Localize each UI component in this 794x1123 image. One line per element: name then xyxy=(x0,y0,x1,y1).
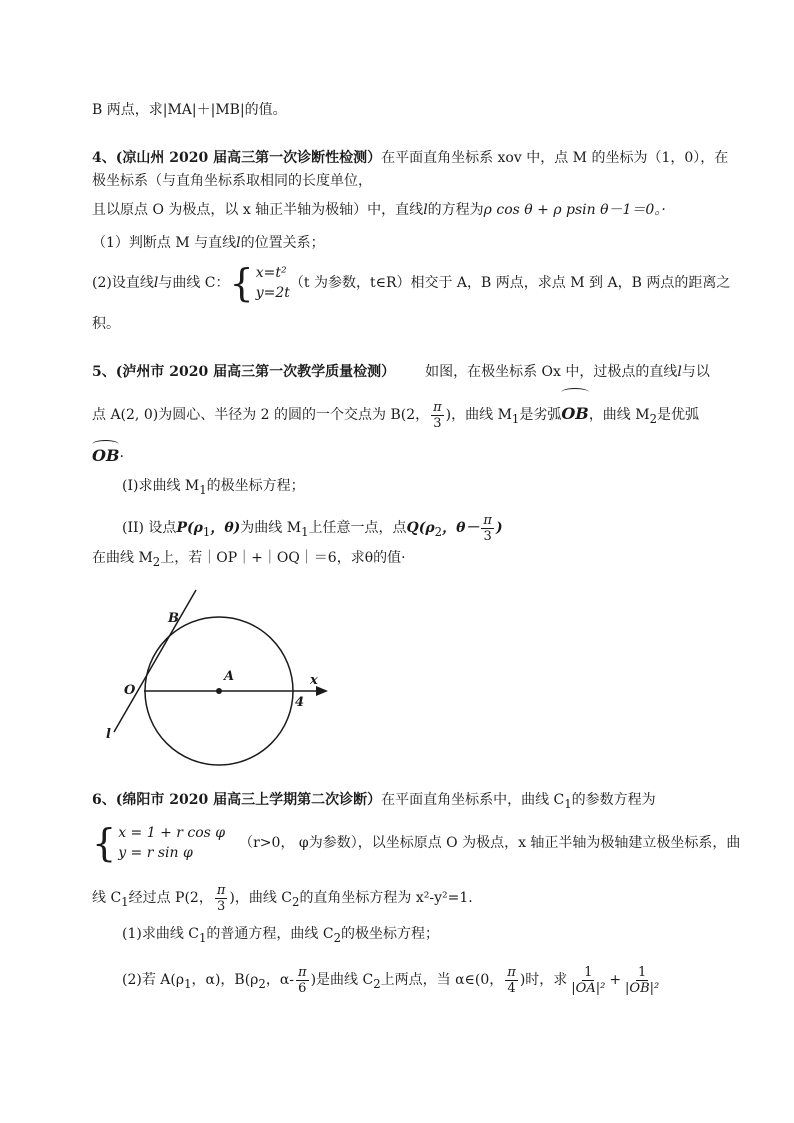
problem-4-line-3: 且以原点 O 为极点，以 x 轴正半轴为极轴）中，直线l的方程为ρ cos θ + ρ psin θ－1＝0。· xyxy=(92,202,666,218)
problem-6-line-2: { x = 1 + r cos φ y = r sin φ （r>0， φ为参数），以坐标原点 O 为极点，x 轴正半轴为极轴建立极坐标系，曲 xyxy=(92,821,741,865)
figure-label-B: B xyxy=(168,611,179,626)
figure-x-arrow xyxy=(316,686,328,696)
figure-label-x: x xyxy=(310,673,318,688)
continued-line: B 两点，求|MA|＋|MB|的值。 xyxy=(92,102,287,118)
problem-5-question-2: (II) 设点$P(\rho_1$，θ)为曲线 $M_1$上任意一点，点$Q(\rho_2$，θ－ $\frac{\pi}{3}$ ) xyxy=(122,512,503,544)
problem-4-question-2: (2)设直线l与曲线 C： { x=t² y=2t （t 为参数，t∈R）相交于 A，B 两点，求点 M 到 A，B 两点的距离之 xyxy=(92,261,731,305)
figure-label-A: A xyxy=(224,669,235,684)
polar-figure xyxy=(96,580,336,780)
problem-6-question-1: (1)求曲线 $C_1$的普通方程，曲线 $C_2$的极坐标方程； xyxy=(122,926,440,945)
problem-5-line-1: 5、(泸州市 2020 届高三第一次教学质量检测） 如图，在极坐标系 Ox 中，过极点的直线l与以 xyxy=(92,364,710,380)
figure-center-point xyxy=(216,688,222,694)
figure-label-O: O xyxy=(124,683,136,698)
arc-OB: OB xyxy=(561,388,588,434)
problem-4-question-1: （1）判断点 M 与直线l的位置关系； xyxy=(92,235,325,251)
figure-label-4: 4 xyxy=(295,695,305,710)
problem-4-line-1: 4、(凉山州 2020 届高三第一次诊断性检测）在平面直角坐标系 xov 中，点 M 的坐标为（1，0），在 xyxy=(92,150,729,166)
figure-label-l: l xyxy=(106,727,111,742)
problem-4-line-end: 积。 xyxy=(92,316,120,332)
problem-6-line-1: 6、(绵阳市 2020 届高三上学期第二次诊断）在平面直角坐标系中，曲线 $C_1$的参数方程为 xyxy=(92,792,656,811)
problem-4-line-2: 极坐标系（与直角坐标系取相同的长度单位， xyxy=(92,173,372,189)
problem-6-question-2: (2)若 $A(\rho_1$，α)，$B(\rho_2$，α- $\frac{\pi}{6}$ )是曲线 $C_2$上两点，当 α∈(0， $\frac{\pi}{4}$ )时，求 $\frac{1}{\text{|OA|²}}$ + $\frac{1}{\text{|OB|²}}$ xyxy=(122,964,660,996)
problem-5-question-1: (I)求曲线 $M_1$的极坐标方程； xyxy=(122,478,305,497)
problem-6-line-3: 线 $C_1$经过点 P(2， $\frac{\pi}{3}$ )，曲线 $C_2$的直角坐标方程为 x²-y²=1. xyxy=(92,882,473,914)
problem-5-line-4: 在曲线 $M_2$上，若｜OP｜+｜OQ｜＝6，求θ的值· xyxy=(92,550,406,569)
problem-5-line-3: OB· xyxy=(92,440,124,467)
parametric-system-2: { x = 1 + r cos φ y = r sin φ xyxy=(92,821,226,865)
figure-line-l xyxy=(114,590,196,732)
parametric-system: { x=t² y=2t xyxy=(229,261,290,305)
problem-5-line-2: 点 A(2, 0)为圆心、半径为 2 的圆的一个交点为 B(2， $\frac{\pi}{3}$ )，曲线 $M_1$是劣弧OB，曲线 $M_2$是优弧 xyxy=(92,388,699,439)
